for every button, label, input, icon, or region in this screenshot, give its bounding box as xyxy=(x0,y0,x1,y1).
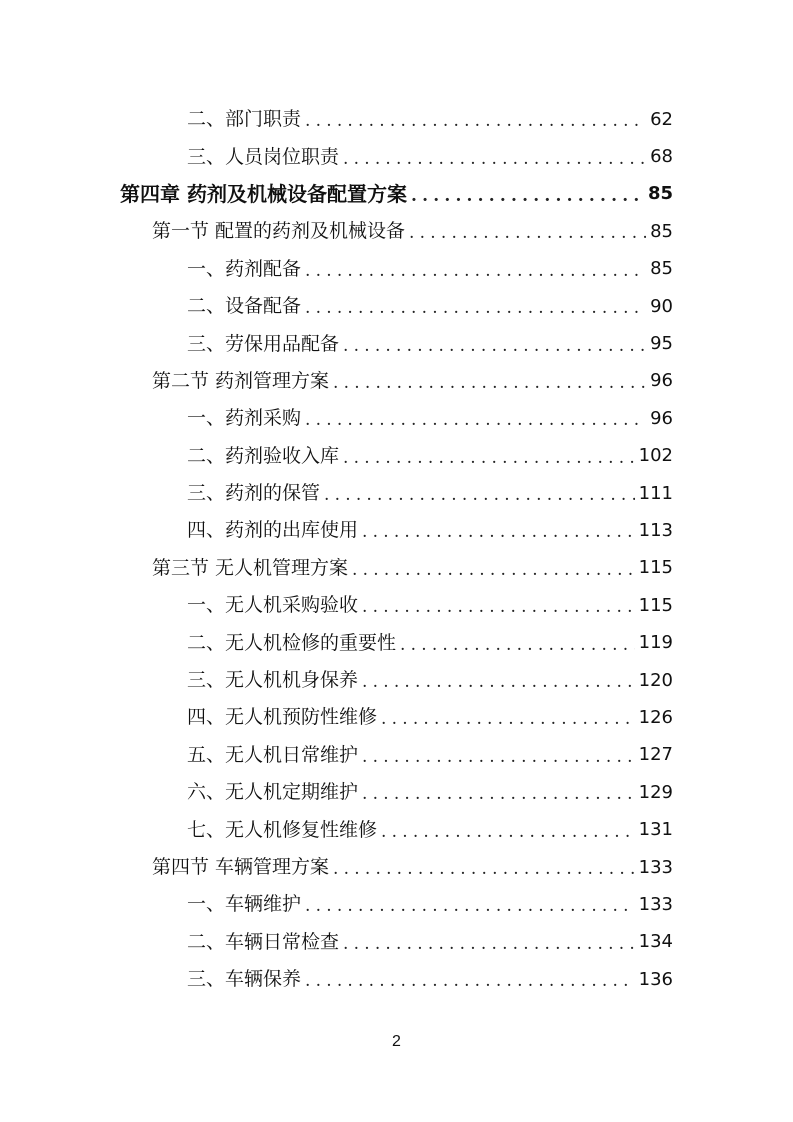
toc-entry-page: 126 xyxy=(638,706,673,728)
toc-entry-page: 68 xyxy=(650,146,673,168)
dot-leader xyxy=(381,824,635,841)
toc-entry-label: 五、无人机日常维护 xyxy=(187,746,362,765)
toc-entry-page: 62 xyxy=(650,108,673,130)
toc-entry[interactable] xyxy=(0,475,793,512)
toc-entry[interactable] xyxy=(0,400,793,437)
toc-entry-label: 二、设备配备 xyxy=(187,297,305,316)
toc-entry[interactable] xyxy=(0,587,793,624)
toc-section-entry[interactable] xyxy=(0,213,793,250)
toc-entry-page: 133 xyxy=(638,856,673,878)
toc-entry-label: 第四章 药剂及机械设备配置方案 xyxy=(120,184,411,204)
dot-leader xyxy=(411,188,644,205)
toc-entry[interactable] xyxy=(0,662,793,699)
toc-entry-page: 119 xyxy=(638,632,673,654)
toc-entry[interactable] xyxy=(0,624,793,661)
toc-entry-page: 127 xyxy=(638,744,673,766)
toc-entry-page: 85 xyxy=(650,220,673,242)
toc-entry-label: 第三节 无人机管理方案 xyxy=(152,559,352,578)
toc-entry-page: 120 xyxy=(638,669,673,691)
toc-entry-label: 一、车辆维护 xyxy=(187,895,305,914)
toc-entry-page: 111 xyxy=(638,482,673,504)
toc-entry[interactable] xyxy=(0,101,793,138)
toc-entry-label: 第二节 药剂管理方案 xyxy=(152,372,333,391)
toc-entry[interactable] xyxy=(0,288,793,325)
toc-entry-label: 三、药剂的保管 xyxy=(187,484,324,503)
toc-entry-label: 二、无人机检修的重要性 xyxy=(187,634,400,653)
dot-leader xyxy=(305,300,646,317)
dot-leader xyxy=(343,936,635,953)
toc-entry[interactable] xyxy=(0,251,793,288)
dot-leader xyxy=(400,637,635,654)
dot-leader xyxy=(305,263,646,280)
dot-leader xyxy=(305,973,635,990)
toc-entry-label: 七、无人机修复性维修 xyxy=(187,821,381,840)
dot-leader xyxy=(362,674,635,691)
toc-entry[interactable] xyxy=(0,699,793,736)
toc-entry[interactable] xyxy=(0,737,793,774)
dot-leader xyxy=(409,225,646,242)
dot-leader xyxy=(305,113,646,130)
dot-leader xyxy=(333,375,646,392)
toc-entry-page: 85 xyxy=(650,258,673,280)
toc-entry-label: 第一节 配置的药剂及机械设备 xyxy=(152,222,409,241)
dot-leader xyxy=(305,898,635,915)
dot-leader xyxy=(324,487,635,504)
dot-leader xyxy=(343,338,646,355)
toc-entry-page: 85 xyxy=(647,183,673,205)
toc-entry-label: 一、药剂采购 xyxy=(187,409,305,428)
toc-entry[interactable] xyxy=(0,138,793,175)
toc-entry-label: 二、部门职责 xyxy=(187,110,305,129)
toc-entry-label: 三、车辆保养 xyxy=(187,970,305,989)
toc-entry-label: 二、车辆日常检查 xyxy=(187,933,343,952)
toc-section-entry[interactable] xyxy=(0,550,793,587)
toc-entry[interactable] xyxy=(0,774,793,811)
toc-entry[interactable] xyxy=(0,961,793,998)
toc-entry-page: 95 xyxy=(650,333,673,355)
dot-leader xyxy=(381,711,635,728)
toc-entry-label: 六、无人机定期维护 xyxy=(187,783,362,802)
dot-leader xyxy=(352,562,635,579)
toc-chapter-entry[interactable] xyxy=(0,176,793,213)
toc-entry-label: 三、人员岗位职责 xyxy=(187,148,343,167)
toc-entry-label: 二、药剂验收入库 xyxy=(187,447,343,466)
dot-leader xyxy=(362,599,635,616)
toc-entry[interactable] xyxy=(0,924,793,961)
toc-section-entry[interactable] xyxy=(0,363,793,400)
toc-entry-page: 115 xyxy=(638,557,673,579)
toc-entry-label: 三、无人机机身保养 xyxy=(187,671,362,690)
toc-entry-page: 129 xyxy=(638,781,673,803)
dot-leader xyxy=(333,861,635,878)
toc-section-entry[interactable] xyxy=(0,849,793,886)
toc-entry-page: 133 xyxy=(638,893,673,915)
toc-entry-label: 一、药剂配备 xyxy=(187,260,305,279)
dot-leader xyxy=(362,786,635,803)
toc-entry-page: 96 xyxy=(650,370,673,392)
dot-leader xyxy=(305,412,646,429)
table-of-contents xyxy=(0,101,793,998)
toc-entry-page: 102 xyxy=(638,445,673,467)
toc-entry[interactable] xyxy=(0,325,793,362)
toc-entry-page: 113 xyxy=(638,519,673,541)
dot-leader xyxy=(362,749,635,766)
page-number: 2 xyxy=(392,1033,401,1050)
toc-entry-page: 134 xyxy=(638,931,673,953)
toc-entry[interactable] xyxy=(0,886,793,923)
dot-leader xyxy=(343,450,635,467)
toc-entry-page: 136 xyxy=(638,968,673,990)
toc-entry-page: 96 xyxy=(650,407,673,429)
toc-entry-label: 一、无人机采购验收 xyxy=(187,596,362,615)
dot-leader xyxy=(362,524,635,541)
toc-entry[interactable] xyxy=(0,811,793,848)
toc-entry-page: 115 xyxy=(638,594,673,616)
toc-entry-label: 四、药剂的出库使用 xyxy=(187,521,362,540)
toc-entry-label: 第四节 车辆管理方案 xyxy=(152,858,333,877)
toc-entry-label: 三、劳保用品配备 xyxy=(187,335,343,354)
toc-entry-page: 131 xyxy=(638,819,673,841)
toc-entry[interactable] xyxy=(0,512,793,549)
dot-leader xyxy=(343,151,646,168)
toc-entry[interactable] xyxy=(0,438,793,475)
toc-entry-page: 90 xyxy=(650,295,673,317)
toc-entry-label: 四、无人机预防性维修 xyxy=(187,708,381,727)
